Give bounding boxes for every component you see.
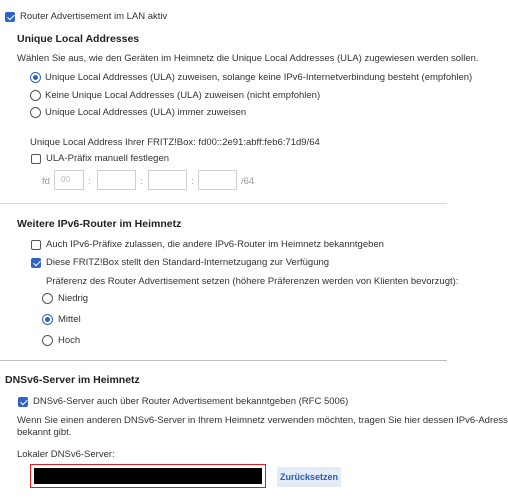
redacted-value [34, 468, 262, 484]
reset-button[interactable]: Zurücksetzen [277, 467, 341, 487]
preference-low-radio[interactable] [42, 293, 53, 304]
local-dnsv6-input[interactable] [30, 464, 266, 488]
prefix-field-3[interactable] [148, 170, 187, 190]
ula-option-label: Keine Unique Local Addresses (ULA) zuweisen (nicht empfohlen) [45, 90, 321, 101]
dnsv6-info-text: Wenn Sie einen anderen DNSv6-Server in Ihrem Heimnetz verwenden möchten, tragen Sie hier dessen IPv6-Adress [17, 415, 508, 426]
dnsv6-announce-checkbox[interactable] [18, 397, 28, 407]
ipv6-router-heading: Weitere IPv6-Router im Heimnetz [17, 218, 182, 230]
local-dnsv6-label: Lokaler DNSv6-Server: [17, 449, 115, 460]
ula-option-always-radio[interactable] [30, 107, 41, 118]
prefix-suffix-text: /64 [241, 176, 255, 187]
dnsv6-heading: DNSv6-Server im Heimnetz [5, 374, 140, 386]
prefix-field-1[interactable]: 00 [54, 170, 84, 190]
ula-manual-prefix-label: ULA-Präfix manuell festlegen [46, 153, 170, 164]
prefix-field-4[interactable] [198, 170, 237, 190]
ula-description: Wählen Sie aus, wie den Geräten im Heimnetz die Unique Local Addresses (ULA) zugewiesen werden sollen. [17, 53, 479, 64]
section-divider [0, 360, 447, 361]
preference-option-label: Mittel [58, 314, 81, 325]
prefix-lead-text: fd [42, 176, 50, 187]
preference-option-label: Niedrig [58, 293, 89, 304]
prefix-separator: : [140, 176, 143, 187]
ula-option-label: Unique Local Addresses (ULA) immer zuweisen [45, 107, 247, 118]
section-divider [0, 203, 447, 204]
ula-option-none-radio[interactable] [30, 90, 41, 101]
ula-manual-prefix-checkbox[interactable] [31, 154, 41, 164]
ra-enable-checkbox[interactable] [5, 12, 15, 22]
preference-medium-radio[interactable] [42, 314, 53, 325]
dnsv6-info-text-continued: bekannt gibt. [17, 427, 72, 438]
prefix-separator: : [88, 176, 91, 187]
prefix-separator: : [191, 176, 194, 187]
default-route-checkbox[interactable] [31, 258, 41, 268]
ula-heading: Unique Local Addresses [17, 33, 140, 45]
ula-option-label: Unique Local Addresses (ULA) zuweisen, solange keine IPv6-Internetverbindung besteht (empfohlen) [45, 72, 473, 83]
preference-label: Präferenz des Router Advertisement setzen (höhere Präferenzen werden von Klienten bevorzugt): [46, 276, 459, 287]
ula-address-info: Unique Local Address Ihrer FRITZ!Box: fd00::2e91:abff:feb6:71d9/64 [30, 137, 320, 148]
ra-enable-label: Router Advertisement im LAN aktiv [20, 11, 168, 22]
ula-option-assign-until-ipv6-radio[interactable] [30, 72, 41, 83]
allow-prefixes-checkbox[interactable] [31, 240, 41, 250]
prefix-field-2[interactable] [97, 170, 136, 190]
allow-prefixes-label: Auch IPv6-Präfixe zulassen, die andere IPv6-Router im Heimnetz bekanntgeben [46, 239, 384, 250]
preference-option-label: Hoch [58, 335, 81, 346]
preference-high-radio[interactable] [42, 335, 53, 346]
dnsv6-announce-label: DNSv6-Server auch über Router Advertisement bekanntgeben (RFC 5006) [33, 396, 349, 407]
default-route-label: Diese FRITZ!Box stellt den Standard-Internetzugang zur Verfügung [46, 257, 330, 268]
